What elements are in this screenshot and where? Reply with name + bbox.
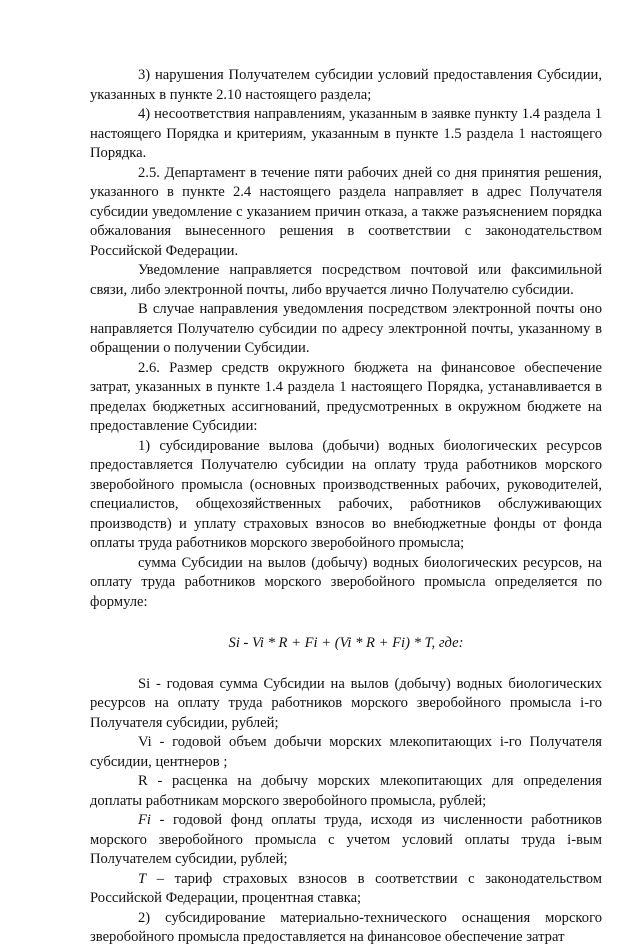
definition-vi: [90, 733, 602, 772]
definition-text: – тариф страховых взносов в соответствии с законодательством Российской Федерации, процентная ставка;: [90, 870, 602, 906]
paragraph-item-3: 3) нарушения Получателем субсидии условий предоставления Субсидии, указанных в пункте 2.10 настоящего раздела;: [90, 67, 602, 103]
definition-si: [90, 675, 602, 734]
paragraph-notice-delivery: Уведомление направляется посредством почтовой или факсимильной связи, либо электронной почты, либо вручается лично Получателю субсидии.: [90, 262, 602, 298]
definition-var: Vi: [138, 734, 152, 750]
definition-text: - годовой объем добычи морских млекопитающих i-го Получателя субсидии, центнеров ;: [90, 734, 602, 770]
definition-var: T: [138, 870, 147, 887]
definition-var: Si: [138, 675, 151, 692]
definition-text: - годовая сумма Субсидии на вылов (добычу) водных биологических ресурсов на оплату труда работников морского зверобойного промысла i-го Получателя субсидии, рублей;: [90, 675, 602, 731]
definition-fi: [90, 811, 602, 870]
paragraph-subsidy-equipment: 2) субсидирование материально-технического оснащения морского зверобойного промысла предоставляется на финансовое обеспечение затрат: [90, 909, 602, 945]
definition-r: [90, 772, 602, 811]
paragraph-2-6: 2.6. Размер средств окружного бюджета на финансовое обеспечение затрат, указанных в пункте 1.4 раздела 1 настоящего Порядка, устанавливается в пределах бюджетных ассигнований, предусмотренных в окружном бюджете на предоставление Субсидии:: [90, 359, 602, 434]
paragraph-item-4: 4) несоответствия направлениям, указанным в заявке пункту 1.4 раздела 1 настоящего Порядка и критериям, указанным в пункте 1.5 раздела 1 настоящего Порядка.: [90, 106, 602, 161]
definition-t: [90, 870, 602, 909]
paragraph-subsidy-catch: 1) субсидирование вылова (добычи) водных биологических ресурсов предоставляется Получателю субсидии на оплату труда работников морского зверобойного промысла (основных производственных рабочих, руководителей, специалистов, общехозяйственных рабочих, работников обслуживающих производств) и уплату страховых взносов во внебюджетные фонды от фонда оплаты труда работников морского зверобойного промысла;: [90, 437, 602, 551]
definition-text: - расценка на добычу морских млекопитающих для определения доплаты работникам морского зверобойного промысла, рублей;: [90, 773, 602, 809]
definition-var: Fi: [138, 812, 151, 828]
document-page: [90, 66, 602, 948]
paragraph-email-notice: В случае направления уведомления посредством электронной почты оно направляется Получателю субсидии по адресу электронной почты, указанному в обращении о получении Субсидии.: [90, 301, 602, 356]
paragraph-2-5: 2.5. Департамент в течение пяти рабочих дней со дня принятия решения, указанного в пункте 2.4 настоящего раздела направляет в адрес Получателя субсидии уведомление с указанием причин отказа, а также разъяснением порядка обжалования вынесенного решения в соответствии с законодательством Российской Федерации.: [90, 164, 602, 259]
paragraph-formula-intro: сумма Субсидии на вылов (добычу) водных биологических ресурсов, на оплату труда работников морского зверобойного промысла определяется по формуле:: [90, 554, 602, 610]
subsidy-formula: Si - Vi * R + Fi + (Vi * R + Fi) * T, где:: [228, 635, 464, 651]
definition-text: - годовой фонд оплаты труда, исходя из численности работников морского зверобойного промысла с учетом условий оплаты труда i-вым Получателем субсидии, рублей;: [90, 812, 602, 867]
definition-var: R: [138, 773, 148, 789]
